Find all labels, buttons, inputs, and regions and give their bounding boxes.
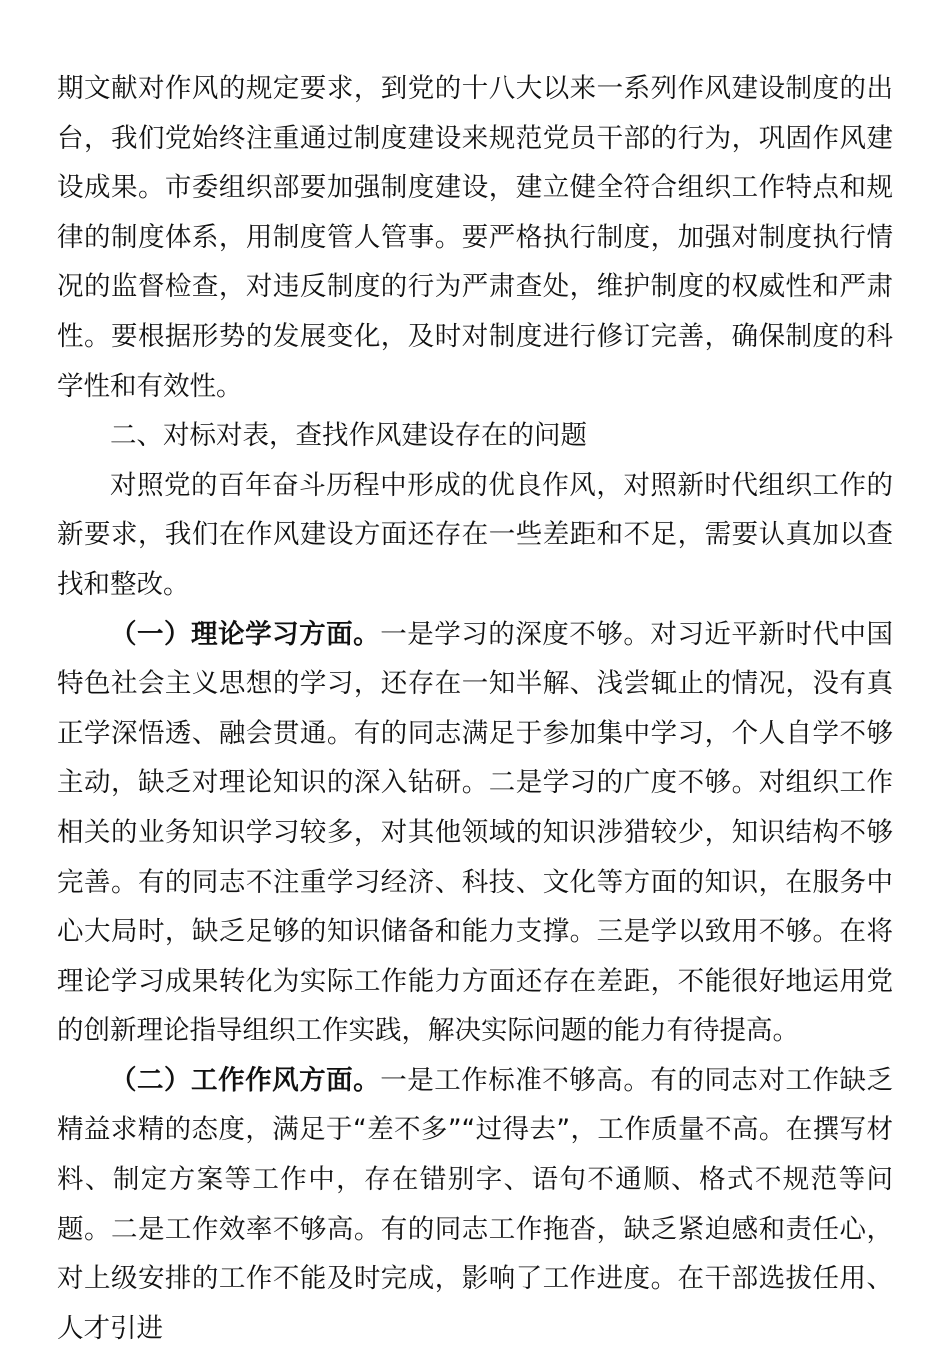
paragraph-4-bold-lead: （二）工作作风方面。 [110, 1064, 381, 1096]
paragraph-2: 对照党的百年奋斗历程中形成的优良作风，对照新时代组织工作的新要求，我们在作风建设方面还存在一些差距和不足，需要认真加以查找和整改。 [57, 469, 893, 600]
paragraph-3-bold-lead: （一）理论学习方面。 [110, 618, 381, 650]
document-page [57, 64, 893, 1353]
section-heading-2: 二、对标对表，查找作风建设存在的问题 [110, 420, 587, 452]
paragraph-3 [57, 610, 893, 1056]
paragraph-3-body: 一是学习的深度不够。对习近平新时代中国特色社会主义思想的学习，还存在一知半解、浅尝辄止的情况，没有真正学深悟透、融会贯通。有的同志满足于参加集中学习，个人自学不够主动，缺乏对理论知识的深入钻研。二是学习的广度不够。对组织工作相关的业务知识学习较多，对其他领域的知识涉猎较少，知识结构不够完善。有的同志不注重学习经济、科技、文化等方面的知识，在服务中心大局时，缺乏足够的知识储备和能力支撑。三是学以致用不够。在将理论学习成果转化为实际工作能力方面还存在差距，不能很好地运用党的创新理论指导组织工作实践，解决实际问题的能力有待提高。 [57, 618, 894, 1047]
paragraph-4 [57, 1056, 893, 1353]
paragraph-1: 期文献对作风的规定要求，到党的十八大以来一系列作风建设制度的出台，我们党始终注重通过制度建设来规范党员干部的行为，巩固作风建设成果。市委组织部要加强制度建设，建立健全符合组织工作特点和规律的制度体系，用制度管人管事。要严格执行制度，加强对制度执行情况的监督检查，对违反制度的行为严肃查处，维护制度的权威性和严肃性。要根据形势的发展变化，及时对制度进行修订完善，确保制度的科学性和有效性。 [57, 73, 893, 402]
paragraph-4-body: 一是工作标准不够高。有的同志对工作缺乏精益求精的态度，满足于“差不多”“过得去”，工作质量不高。在撰写材料、制定方案等工作中，存在错别字、语句不通顺、格式不规范等问题。二是工作效率不够高。有的同志工作拖沓，缺乏紧迫感和责任心，对上级安排的工作不能及时完成，影响了工作进度。在干部选拔任用、人才引进 [57, 1064, 894, 1344]
